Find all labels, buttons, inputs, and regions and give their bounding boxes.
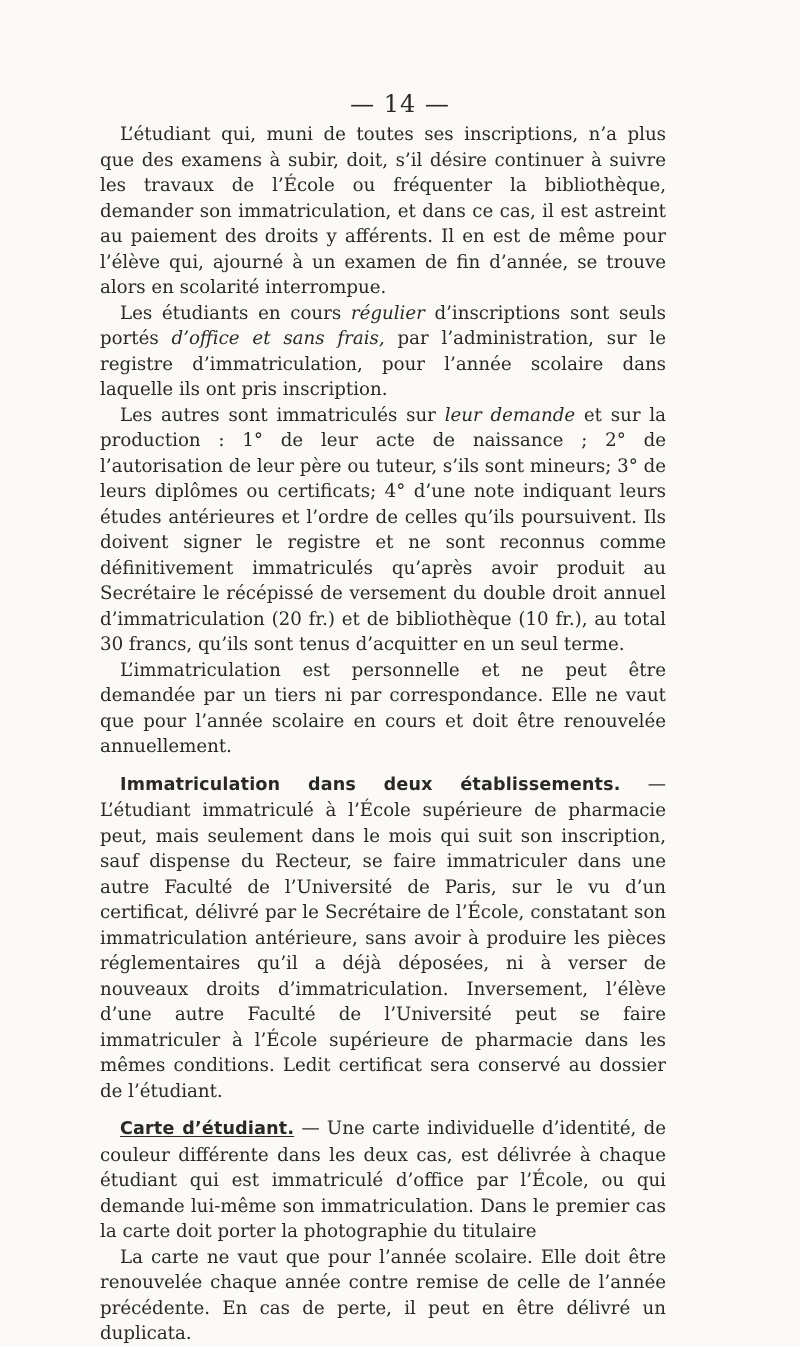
emphasis-demande: leur demande (444, 404, 576, 426)
paragraph-6 (100, 1116, 666, 1245)
paragraph-6-body: — Une carte individuelle d’identité, de couleur différente dans les deux cas, est délivrée à chaque étudiant qui est immatriculé d’office par l’École, ou qui demande lui-même son immatriculation. Dans le premier cas la carte doit porter la photographie du titulaire (100, 1118, 666, 1242)
paragraph-3-part-b: et sur la production : 1° de leur acte de naissance ; 2° de l’autorisation de leur père ou tuteur, s’ils sont mineurs; 3° de leurs diplômes ou certificats; 4° d’une note indiquant leurs études antérieures et l’ordre de celles qu’ils poursuivent. Ils doivent signer le registre et ne sont reconnus comme définitivement immatriculés qu’après avoir produit au Secrétaire le récépissé de versement du double droit annuel d’immatriculation (20 fr.) et de bibliothèque (10 fr.), au total 30 francs, qu’ils sont tenus d’acquitter en un seul terme. (100, 404, 666, 655)
page-number: — 14 — (350, 90, 450, 118)
paragraph-7: La carte ne vaut que pour l’année scolaire. Elle doit être renouvelée chaque année contre remise de celle de l’année précédente. En cas de perte, il peut en être délivré un duplicata. (100, 1246, 666, 1344)
paragraph-5-body: — L’étudiant immatriculé à l’École supérieure de pharmacie peut, mais seulement dans le mois qui suit son inscription, sauf dispense du Recteur, se faire immatriculer dans une autre Faculté de l’Université de Paris, sur le vu d’un certificat, délivré par le Secrétaire de l’École, constatant son immatriculation antérieure, sans avoir à produire les pièces réglementaires qu’il a déjà déposées, ni à verser de nouveaux droits d’immatriculation. Inversement, l’élève d’une autre Faculté de l’Université peut se faire immatriculer à l’École supérieure de pharmacie dans les mêmes conditions. Ledit certificat sera conservé au dossier de l’étudiant. (100, 773, 666, 1102)
paragraph-5 (100, 772, 666, 1105)
paragraph-2-part-b: d’inscriptions sont seuls portés (100, 302, 666, 349)
paragraph-2-part-a: Les étudiants en cours (120, 302, 351, 324)
paragraph-3-part-a: Les autres sont immatriculés sur (120, 404, 445, 426)
emphasis-office: d’office et sans frais, (171, 328, 385, 349)
emphasis-regulier: régulier (350, 302, 425, 324)
paragraph-3 (100, 403, 666, 658)
section-heading-immatriculation: Immatriculation dans deux établissements. (120, 774, 621, 795)
body-text (100, 122, 666, 1347)
section-heading-carte: Carte d’étudiant. (120, 1119, 295, 1139)
paragraph-2-part-c: par l’administration, sur le registre d’immatriculation, pour l’année scolaire dans laquelle ils ont pris inscription. (100, 328, 666, 400)
paragraph-1: L’étudiant qui, muni de toutes ses inscriptions, n’a plus que des examens à subir, doit, s’il désire continuer à suivre les travaux de l’École ou fréquenter la bibliothèque, demander son immatriculation, et dans ce cas, il est astreint au paiement des droits y afférents. Il en est de même pour l’élève qui, ajourné à un examen de fin d’année, se trouve alors en scolarité interrompue. (100, 124, 666, 298)
paragraph-4: L’immatriculation est personnelle et ne peut être demandée par un tiers ni par correspondance. Elle ne vaut que pour l’année scolaire en cours et doit être renouvelée annuellement. (100, 659, 666, 757)
paragraph-2 (100, 301, 666, 403)
